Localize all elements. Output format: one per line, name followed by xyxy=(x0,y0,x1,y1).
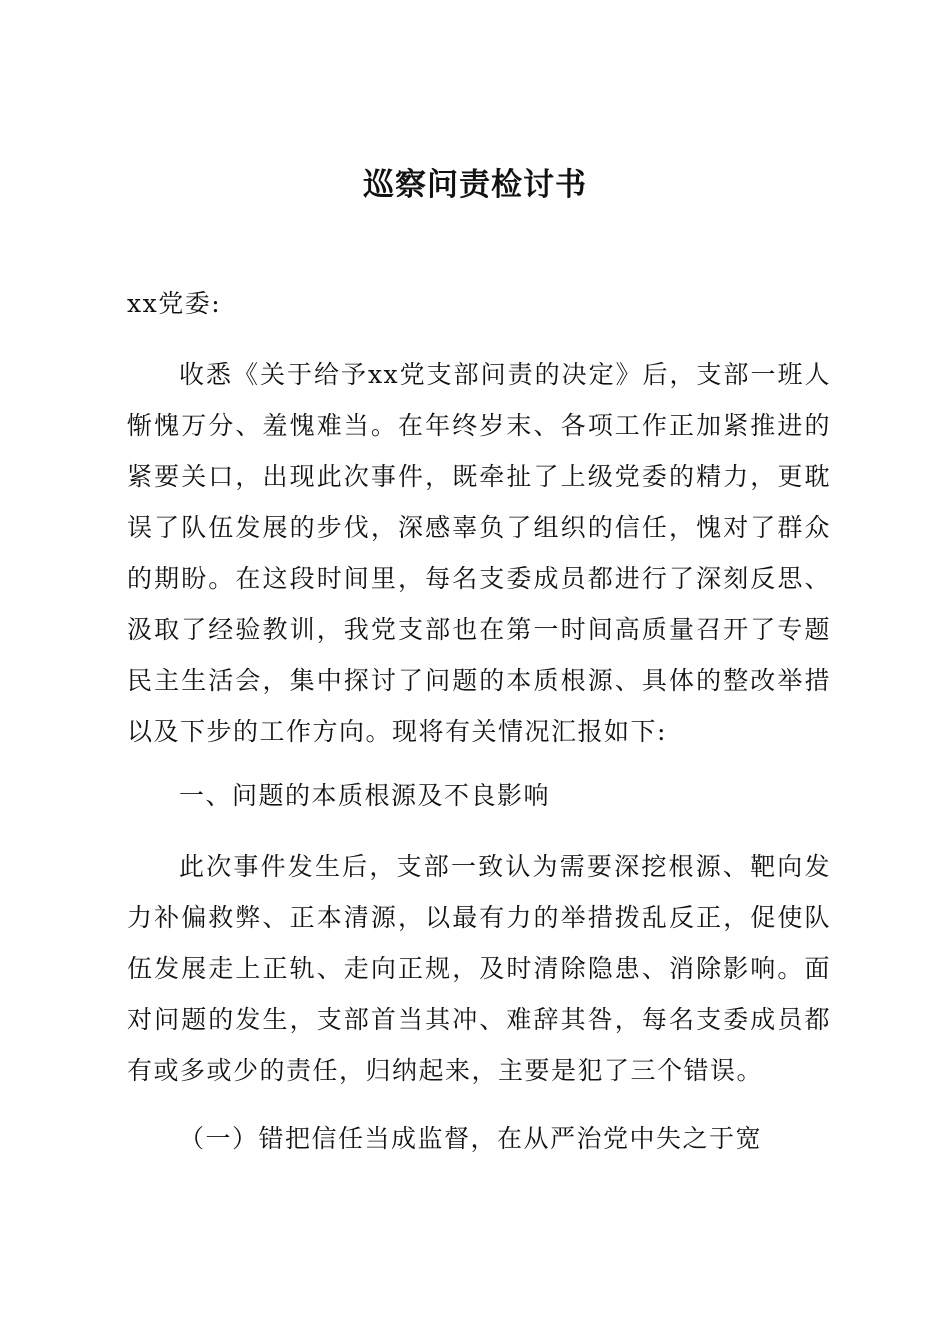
subsection-heading-1: （一）错把信任当成监督，在从严治党中失之于宽 xyxy=(179,1124,763,1153)
section-1-paragraph: 此次事件发生后，支部一致认为需要深挖根源、靶向发力补偏救弊、正本清源，以最有力的举措拨乱反正，促使队伍发展走上正轨、走向正规，及时清除隐患、消除影响。面对问题的发生，支部首当其冲、难辞其咎，每名支委成员都有或多或少的责任，归纳起来，主要是犯了三个错误。 xyxy=(127,852,831,1085)
intro-paragraph: 收悉《关于给予xx党支部问责的决定》后，支部一班人惭愧万分、羞愧难当。在年终岁末、各项工作正加紧推进的紧要关口，出现此次事件，既牵扯了上级党委的精力，更耽误了队伍发展的步伐，深感辜负了组织的信任，愧对了群众的期盼。在这段时间里，每名支委成员都进行了深刻反思、汲取了经验教训，我党支部也在第一时间高质量召开了专题民主生活会，集中探讨了问题的本质根源、具体的整改举措以及下步的工作方向。现将有关情况汇报如下: xyxy=(127,360,831,746)
section-heading-1: 一、问题的本质根源及不良影响 xyxy=(179,781,551,810)
salutation: xx党委: xyxy=(127,289,222,318)
document-title: 巡察问责检讨书 xyxy=(363,167,587,203)
